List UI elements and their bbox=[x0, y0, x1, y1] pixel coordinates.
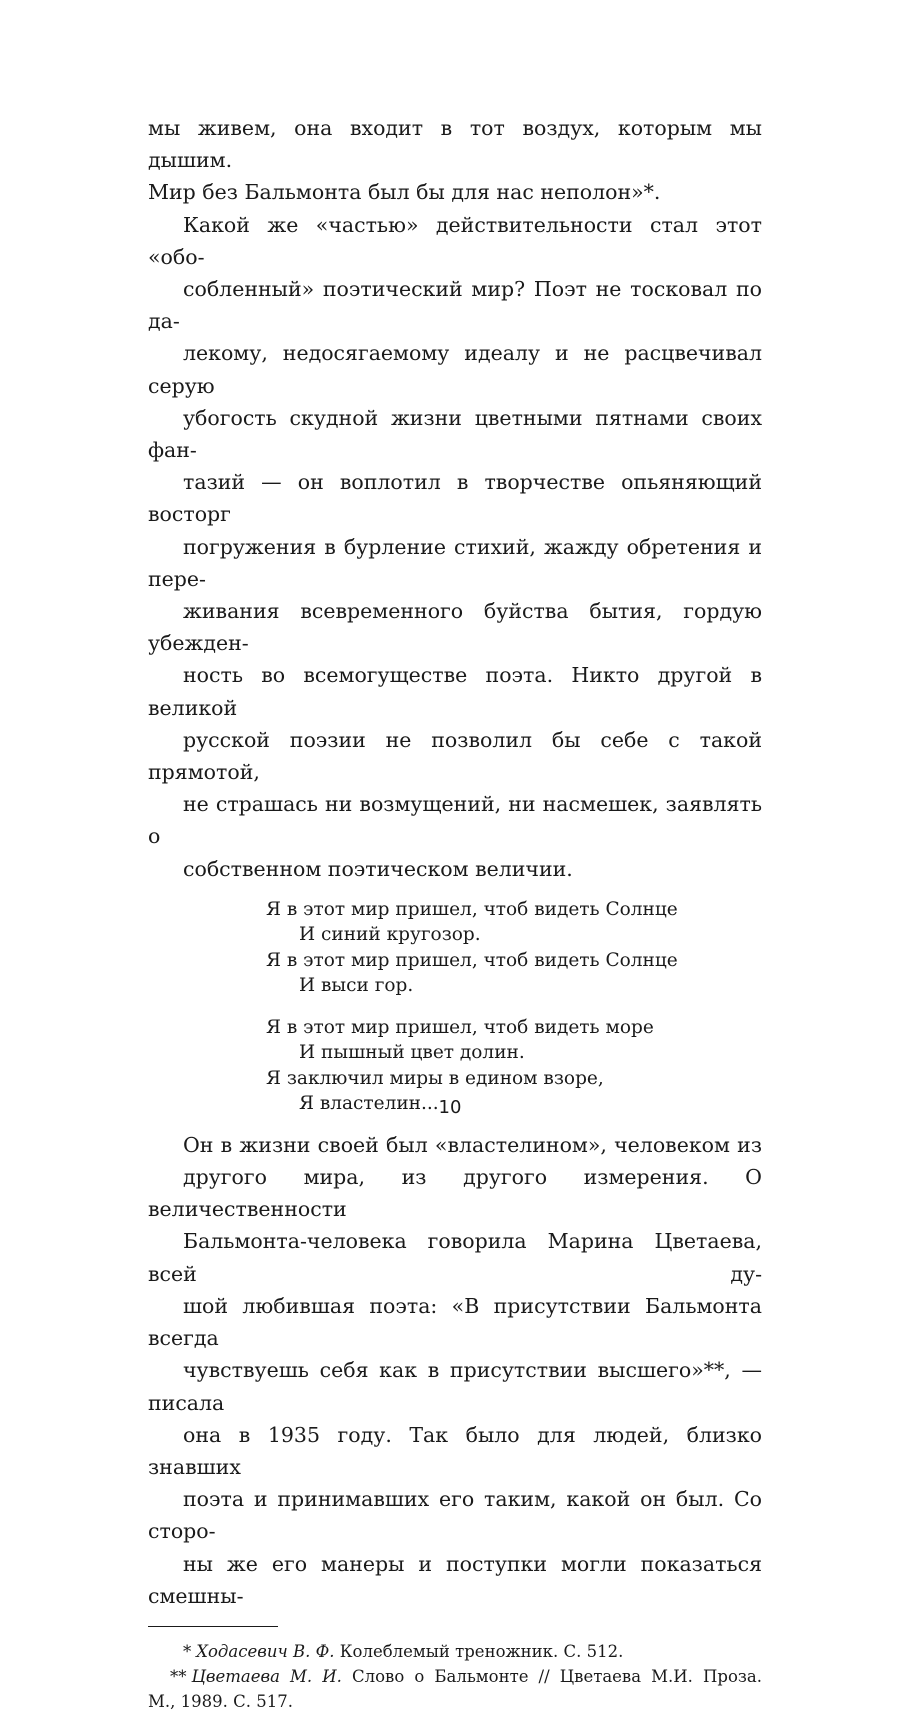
text-line: убогость скудной жизни цветными пятнами своих фан- bbox=[148, 405, 762, 463]
poem-stanza bbox=[266, 897, 762, 999]
text-line: мы живем, она входит в тот воздух, которым мы дышим. bbox=[148, 116, 762, 173]
text-line: русской поэзии не позволил бы себе с такой прямотой, bbox=[148, 727, 762, 785]
footnote-line bbox=[148, 1639, 762, 1664]
page-number: 10 bbox=[438, 1097, 462, 1118]
prose-block-bottom bbox=[148, 1129, 762, 1612]
text-line: она в 1935 году. Так было для людей, близко знавших bbox=[148, 1422, 762, 1479]
paragraph bbox=[148, 209, 762, 885]
footnote-author: Цветаева М. И. bbox=[191, 1666, 342, 1686]
poem bbox=[266, 897, 762, 1117]
footnotes bbox=[148, 1639, 762, 1714]
text-line: живания всевременного буйства бытия, гордую убежден- bbox=[148, 599, 762, 656]
text-line: Бальмонта-человека говорила Марина Цветаева, всей ду- bbox=[148, 1229, 762, 1286]
text-line: погружения в бурление стихий, жажду обретения и пере- bbox=[148, 534, 762, 591]
poem-verse: Я властелин... bbox=[299, 1093, 439, 1115]
footnote-line bbox=[148, 1664, 762, 1689]
poem-verse: Я в этот мир пришел, чтоб видеть Солнце bbox=[266, 898, 678, 920]
text-line: чувствуешь себя как в присутствии высшего»**, — писала bbox=[148, 1358, 762, 1415]
poem-verse: Я в этот мир пришел, чтоб видеть Солнце bbox=[266, 949, 678, 971]
footnote-text: Слово о Бальмонте // Цветаева М.И. Проза. bbox=[352, 1666, 762, 1686]
text-line: ны же его манеры и поступки могли показаться смешны- bbox=[148, 1551, 762, 1608]
text-line: лекому, недосягаемому идеалу и не расцвечивал серую bbox=[148, 341, 762, 398]
text-line: Какой же «частью» действительности стал этот «обо- bbox=[148, 212, 762, 269]
book-page bbox=[148, 112, 762, 1714]
footnote-text: Колеблемый треножник. С. 512. bbox=[339, 1641, 624, 1661]
footnote-2 bbox=[148, 1664, 762, 1714]
paragraph bbox=[148, 1129, 762, 1612]
text-line: поэта и принимавших его таким, какой он был. Со сторо- bbox=[148, 1487, 762, 1544]
text-line: Мир без Бальмонта был бы для нас неполон»*. bbox=[148, 180, 661, 205]
poem-verse: Я заключил миры в едином взоре, bbox=[266, 1067, 604, 1089]
text-line: не страшась ни возмущений, ни насмешек, заявлять о bbox=[148, 792, 762, 849]
poem-verse: Я в этот мир пришел, чтоб видеть море bbox=[266, 1016, 654, 1038]
poem-verse: И пышный цвет долин. bbox=[299, 1042, 525, 1064]
prose-block-top bbox=[148, 112, 762, 885]
footnote-continuation: М., 1989. С. 517. bbox=[148, 1691, 293, 1711]
text-line: тазий — он воплотил в творчестве опьяняющий восторг bbox=[148, 470, 762, 527]
paragraph-continuation bbox=[148, 112, 762, 209]
footnote-divider bbox=[148, 1626, 278, 1627]
text-line: другого мира, из другого измерения. О величественности bbox=[148, 1165, 762, 1222]
footnote-mark: * bbox=[183, 1641, 192, 1661]
text-line: ность во всемогуществе поэта. Никто другой в великой bbox=[148, 663, 762, 720]
text-line: шой любившая поэта: «В присутствии Бальмонта всегда bbox=[148, 1293, 762, 1351]
poem-verse: И выси гор. bbox=[299, 975, 414, 997]
footnote-mark: ** bbox=[170, 1666, 187, 1686]
text-line: собленный» поэтический мир? Поэт не тосковал по да- bbox=[148, 277, 762, 334]
text-line: Он в жизни своей был «властелином», человеком из bbox=[183, 1132, 762, 1157]
poem-verse: И синий кругозор. bbox=[299, 924, 481, 946]
text-line: собственном поэтическом величии. bbox=[183, 856, 573, 881]
footnote-author: Ходасевич В. Ф. bbox=[196, 1641, 335, 1661]
footnote-1 bbox=[148, 1639, 762, 1664]
